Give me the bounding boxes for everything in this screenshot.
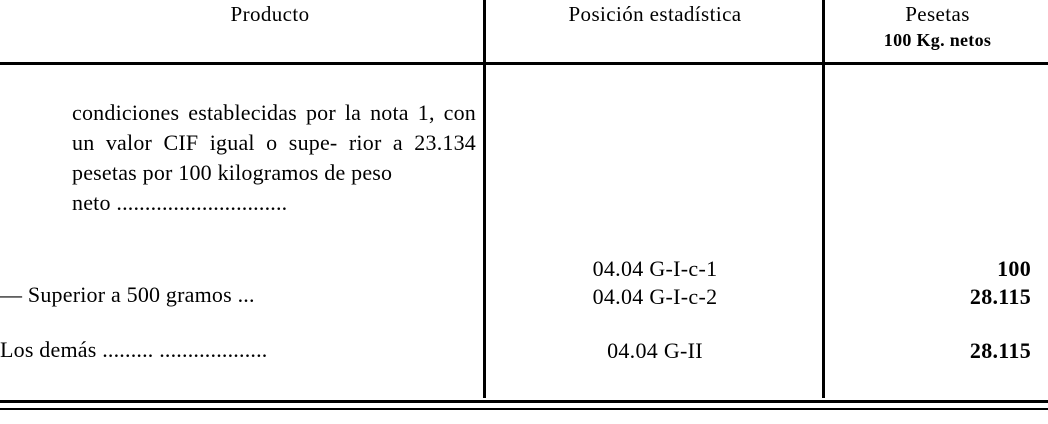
column-header-pesetas [830,2,1045,53]
table-row [0,281,478,309]
pesetas-value-3: 28.115 [969,338,1031,363]
posicion-value-3: 04.04 G-II [607,338,703,363]
producto-line-2: por la nota 1, con un [72,100,476,155]
column-header-producto: Producto [230,2,310,26]
posicion-value-1: 04.04 G-I-c-1 [592,256,718,281]
producto-superior-label: — Superior a 500 gramos ... [0,282,255,307]
table-header [0,0,1048,58]
table-row [0,336,478,364]
producto-line-6: neto .............................. [72,190,288,215]
table-row [72,98,476,218]
table-body [0,66,1048,396]
producto-line-3: valor CIF igual o supe- [105,130,338,155]
pesetas-value-1: 100 [997,256,1031,281]
header-rule [0,62,1048,65]
producto-demas-label: Los demás ......... ................... [0,337,268,362]
producto-line-4: rior a 23.134 pesetas por [72,130,477,185]
column-header-posicion: Posición estadística [568,2,742,26]
column-header-pesetas-main: Pesetas [905,2,970,26]
pesetas-value-2: 28.115 [969,284,1031,309]
posicion-value-2: 04.04 G-I-c-2 [592,284,718,309]
producto-line-1: condiciones establecidas [72,100,297,125]
footer-rule-bottom [0,408,1048,410]
column-header-pesetas-sub: 100 Kg. netos [883,30,992,50]
producto-line-5: 100 kilogramos de peso [178,160,393,185]
footer-rule-top [0,400,1048,403]
